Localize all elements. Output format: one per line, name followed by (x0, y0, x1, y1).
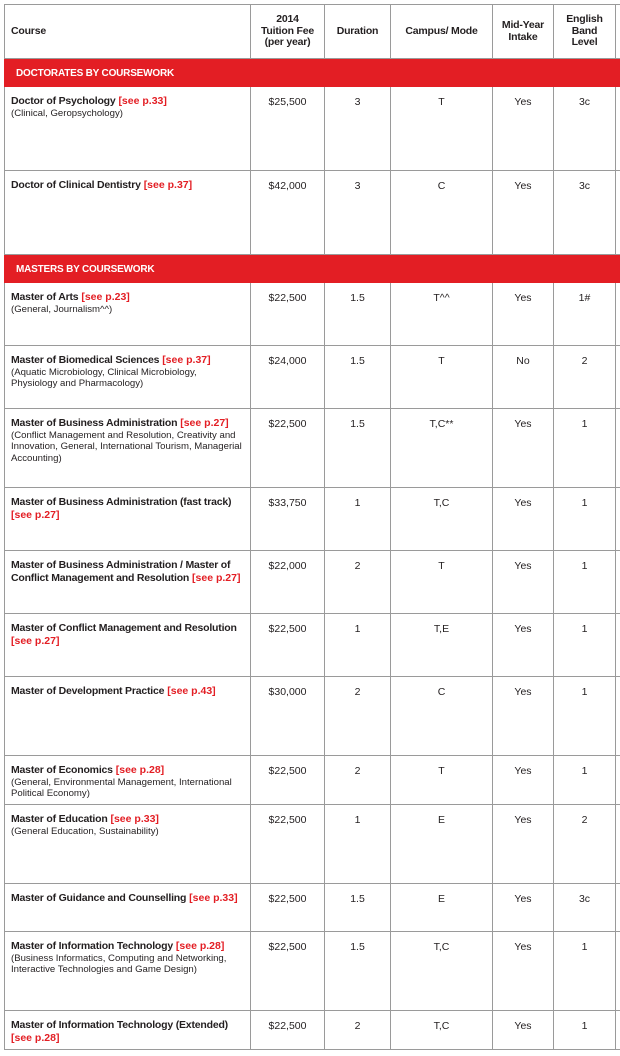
page-reference-link[interactable]: [see p.28] (115, 764, 165, 776)
header-english-line: English (566, 13, 603, 26)
mid-year-intake-cell: No (493, 346, 554, 409)
tuition-fee-cell: $42,000 (251, 171, 325, 255)
section-title: DOCTORATES BY COURSEWORK (5, 59, 620, 87)
table-row (5, 346, 620, 409)
table-row (5, 614, 620, 677)
table-row (5, 488, 620, 551)
page-reference-link[interactable]: [see p.27] (192, 571, 241, 584)
mid-year-intake-cell: Yes (493, 884, 554, 932)
tuition-fee-cell: $25,500 (251, 87, 325, 171)
course-cell (5, 346, 251, 409)
mid-year-intake-cell: Yes (493, 171, 554, 255)
extra-cell (616, 932, 620, 1011)
duration-cell: 1.5 (325, 346, 391, 409)
header-fee-line: 2014 (276, 13, 299, 26)
table-body (5, 59, 620, 1050)
page-reference-link[interactable]: [see p.27] (11, 634, 60, 647)
duration-cell: 2 (325, 756, 391, 805)
extra-cell (616, 551, 620, 614)
header-mid-year-intake (493, 5, 554, 59)
campus-mode-cell: T (391, 87, 493, 171)
duration-cell: 2 (325, 551, 391, 614)
page-reference-link[interactable]: [see p.28] (11, 1031, 60, 1044)
table-row (5, 87, 620, 171)
tuition-fee-cell: $22,500 (251, 1011, 325, 1050)
course-cell (5, 488, 251, 551)
course-specialisations: (Business Informatics, Computing and Networking, Interactive Technologies and Game Design) (11, 952, 227, 976)
tuition-fee-cell: $22,500 (251, 614, 325, 677)
english-band-cell: 1 (554, 614, 616, 677)
extra-cell (616, 677, 620, 756)
course-fee-table (4, 4, 620, 1050)
tuition-fee-cell: $22,500 (251, 884, 325, 932)
duration-cell: 1.5 (325, 409, 391, 488)
english-band-cell: 2 (554, 805, 616, 884)
header-english-line: Level (571, 36, 598, 49)
course-specialisations: (General, Journalism^^) (11, 303, 113, 315)
campus-mode-cell: T,C (391, 488, 493, 551)
campus-mode-cell: T^^ (391, 283, 493, 346)
english-band-cell: 1 (554, 488, 616, 551)
header-fee-line: Tuition Fee (260, 24, 315, 37)
course-cell (5, 756, 251, 805)
course-name: Master of Business Administration / Master of Conflict Management and Resolution (11, 559, 231, 584)
course-cell (5, 677, 251, 756)
section-header-row (5, 255, 620, 283)
duration-cell: 3 (325, 87, 391, 171)
page-reference-link[interactable]: [see p.33] (118, 95, 167, 107)
table-row (5, 884, 620, 932)
course-cell (5, 171, 251, 255)
extra-cell (616, 805, 620, 884)
tuition-fee-cell: $22,500 (251, 932, 325, 1011)
header-campus-mode: Campus/ Mode (391, 5, 493, 59)
campus-mode-cell: T,C** (391, 409, 493, 488)
extra-cell (616, 884, 620, 932)
course-cell (5, 932, 251, 1011)
course-cell (5, 283, 251, 346)
extra-cell (616, 614, 620, 677)
table-row (5, 171, 620, 255)
course-name: Doctor of Psychology (11, 95, 116, 107)
course-specialisations: (General Education, Sustainability) (11, 825, 159, 837)
campus-mode-cell: T (391, 756, 493, 805)
campus-mode-cell: T,E (391, 614, 493, 677)
course-name: Master of Biomedical Sciences (11, 354, 160, 366)
english-band-cell: 1 (554, 551, 616, 614)
course-name: Master of Information Technology (11, 940, 173, 953)
campus-mode-cell: T,C (391, 932, 493, 1011)
header-english-line: Band (571, 24, 598, 37)
header-english-band-level (554, 5, 616, 59)
mid-year-intake-cell: Yes (493, 87, 554, 171)
header-course: Course (5, 5, 251, 59)
duration-cell: 2 (325, 1011, 391, 1050)
tuition-fee-cell: $22,500 (251, 756, 325, 805)
duration-cell: 1.5 (325, 283, 391, 346)
english-band-cell: 1 (554, 756, 616, 805)
table-row (5, 283, 620, 346)
page-reference-link[interactable]: [see p.23] (81, 291, 130, 303)
mid-year-intake-cell: Yes (493, 614, 554, 677)
mid-year-intake-cell: Yes (493, 932, 554, 1011)
duration-cell: 2 (325, 677, 391, 756)
course-cell (5, 1011, 251, 1050)
page-reference-link[interactable]: [see p.37] (162, 354, 211, 366)
course-cell (5, 409, 251, 488)
tuition-fee-cell: $22,000 (251, 551, 325, 614)
table-row (5, 677, 620, 756)
page-reference-link[interactable]: [see p.27] (11, 508, 60, 521)
tuition-fee-cell: $30,000 (251, 677, 325, 756)
table-row (5, 1011, 620, 1050)
mid-year-intake-cell: Yes (493, 283, 554, 346)
extra-cell (616, 87, 620, 171)
page-reference-link[interactable]: [see p.27] (180, 417, 229, 429)
english-band-cell: 3c (554, 171, 616, 255)
course-name: Master of Business Administration (11, 417, 178, 429)
english-band-cell: 1# (554, 283, 616, 346)
mid-year-intake-cell: Yes (493, 409, 554, 488)
table-row (5, 409, 620, 488)
course-specialisations: (Aquatic Microbiology, Clinical Microbiology, Physiology and Pharmacology) (11, 366, 197, 390)
tuition-fee-cell: $22,500 (251, 805, 325, 884)
course-specialisations: (Conflict Management and Resolution, Creativity and Innovation, General, International Tourism, Managerial Accounting) (11, 429, 242, 465)
english-band-cell: 3c (554, 87, 616, 171)
course-name: Doctor of Clinical Dentistry (11, 179, 141, 191)
course-name: Master of Development Practice (11, 685, 165, 697)
duration-cell: 1 (325, 614, 391, 677)
section-header-row (5, 59, 620, 87)
course-name: Master of Business Administration (fast track) (11, 496, 232, 508)
mid-year-intake-cell: Yes (493, 551, 554, 614)
page-reference-link[interactable]: [see p.37] (143, 179, 193, 191)
page-reference-link[interactable]: [see p.43] (167, 685, 216, 697)
duration-cell: 1 (325, 488, 391, 551)
page-reference-link[interactable]: [see p.33] (189, 892, 238, 905)
tuition-fee-cell: $24,000 (251, 346, 325, 409)
mid-year-intake-cell: Yes (493, 1011, 554, 1050)
table-row (5, 932, 620, 1011)
campus-mode-cell: T (391, 551, 493, 614)
campus-mode-cell: E (391, 884, 493, 932)
header-duration: Duration (325, 5, 391, 59)
header-extra (616, 5, 620, 59)
table-row (5, 551, 620, 614)
table-header-row (5, 5, 620, 59)
extra-cell (616, 346, 620, 409)
campus-mode-cell: T (391, 346, 493, 409)
tuition-fee-cell: $22,500 (251, 283, 325, 346)
course-cell (5, 884, 251, 932)
course-cell (5, 87, 251, 171)
course-specialisations: (Clinical, Geropsychology) (11, 107, 123, 119)
extra-cell (616, 283, 620, 346)
english-band-cell: 1 (554, 932, 616, 1011)
extra-cell (616, 409, 620, 488)
duration-cell: 3 (325, 171, 391, 255)
course-cell (5, 805, 251, 884)
page-reference-link[interactable]: [see p.28] (175, 940, 225, 953)
mid-year-intake-cell: Yes (493, 677, 554, 756)
mid-year-intake-cell: Yes (493, 756, 554, 805)
page-reference-link[interactable]: [see p.33] (110, 813, 159, 826)
course-specialisations: (General, Environmental Management, International Political Economy) (11, 776, 232, 800)
header-fee-line: (per year) (264, 36, 311, 49)
extra-cell (616, 171, 620, 255)
course-name: Master of Information Technology (Extended) (11, 1019, 228, 1032)
duration-cell: 1.5 (325, 932, 391, 1011)
tuition-fee-cell: $22,500 (251, 409, 325, 488)
extra-cell (616, 1011, 620, 1050)
header-midyear-line: Mid-Year (501, 19, 545, 31)
english-band-cell: 1 (554, 409, 616, 488)
campus-mode-cell: T,C (391, 1011, 493, 1050)
tuition-fee-cell: $33,750 (251, 488, 325, 551)
course-cell (5, 614, 251, 677)
duration-cell: 1 (325, 805, 391, 884)
course-name: Master of Arts (11, 291, 79, 303)
mid-year-intake-cell: Yes (493, 488, 554, 551)
header-tuition-fee (251, 5, 325, 59)
campus-mode-cell: C (391, 677, 493, 756)
course-name: Master of Conflict Management and Resolution (11, 622, 237, 634)
section-title: MASTERS BY COURSEWORK (5, 255, 620, 283)
campus-mode-cell: C (391, 171, 493, 255)
course-name: Master of Guidance and Counselling (11, 892, 187, 905)
english-band-cell: 3c (554, 884, 616, 932)
mid-year-intake-cell: Yes (493, 805, 554, 884)
course-name: Master of Education (11, 813, 108, 826)
campus-mode-cell: E (391, 805, 493, 884)
header-midyear-line: Intake (508, 30, 538, 43)
extra-cell (616, 756, 620, 805)
english-band-cell: 1 (554, 677, 616, 756)
table-row (5, 756, 620, 805)
extra-cell (616, 488, 620, 551)
english-band-cell: 1 (554, 1011, 616, 1050)
course-cell (5, 551, 251, 614)
table-row (5, 805, 620, 884)
duration-cell: 1.5 (325, 884, 391, 932)
course-name: Master of Economics (11, 764, 113, 776)
english-band-cell: 2 (554, 346, 616, 409)
